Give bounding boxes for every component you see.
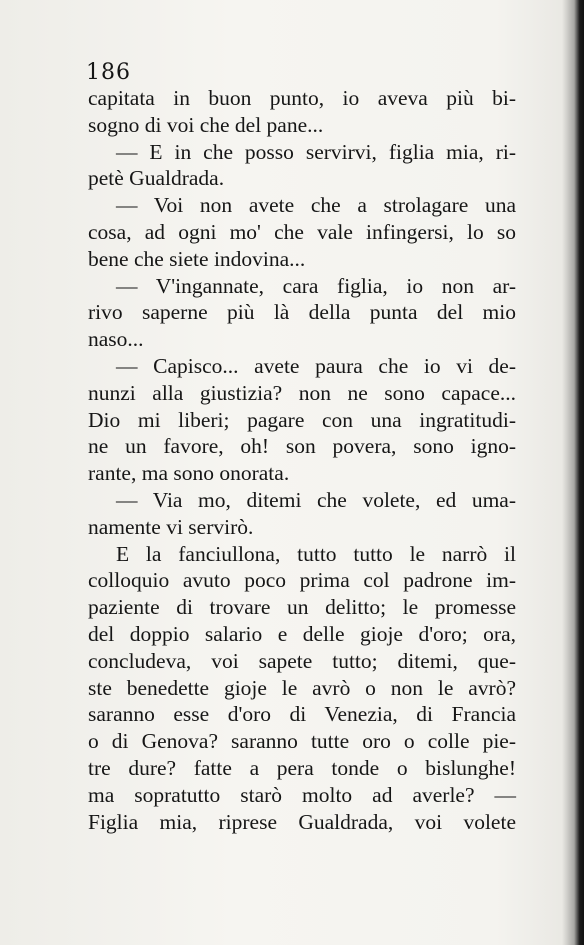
text-line: ste benedette gioje le avrò o non le avrò? [88, 675, 516, 700]
text-line: — Voi non avete che a strolagare una [116, 193, 516, 218]
text-line: concludeva, voi sapete tutto; ditemi, que- [88, 648, 516, 673]
text-line: — V'ingannate, cara figlia, io non ar- [116, 273, 516, 298]
text-line: paziente di trovare un delitto; le promesse [88, 595, 516, 620]
text-line: sogno di voi che del pane... [88, 112, 324, 137]
body-text [88, 85, 516, 835]
page-binding-edge [562, 0, 584, 945]
text-line: rivo saperne più là della punta del mio [88, 300, 516, 325]
text-line: del doppio salario e delle gioje d'oro; ora, [88, 621, 516, 646]
text-line: — E in che posso servirvi, figlia mia, ri- [116, 139, 516, 164]
text-line: — Via mo, ditemi che volete, ed uma- [116, 487, 516, 512]
text-line: o di Genova? saranno tutte oro o colle pie- [88, 729, 516, 754]
text-line: Dio mi liberi; pagare con una ingratitudi- [88, 407, 516, 432]
text-line: cosa, ad ogni mo' che vale infingersi, lo so [88, 219, 516, 244]
text-line: tre dure? fatte a pera tonde o bislunghe! [88, 755, 516, 780]
text-line: ne un favore, oh! son povera, sono igno- [88, 434, 516, 459]
text-line: namente vi servirò. [88, 514, 254, 539]
text-line: naso... [88, 327, 144, 352]
text-line: Figlia mia, riprese Gualdrada, voi volete [88, 809, 516, 834]
text-line: ma sopratutto starò molto ad averle? — [88, 782, 516, 807]
text-line: bene che siete indovina... [88, 246, 306, 271]
text-line: colloquio avuto poco prima col padrone im- [88, 568, 516, 593]
page-number: 186 [86, 60, 131, 85]
text-line: E la fanciullona, tutto tutto le narrò il [116, 541, 516, 566]
text-line: capitata in buon punto, io aveva più bi- [88, 86, 516, 110]
text-line: petè Gualdrada. [88, 166, 225, 191]
text-line: — Capisco... avete paura che io vi de- [116, 353, 516, 378]
text-line: saranno esse d'oro di Venezia, di Francia [88, 702, 516, 727]
text-line: nunzi alla giustizia? non ne sono capace... [88, 380, 516, 405]
text-line: rante, ma sono onorata. [88, 461, 290, 486]
